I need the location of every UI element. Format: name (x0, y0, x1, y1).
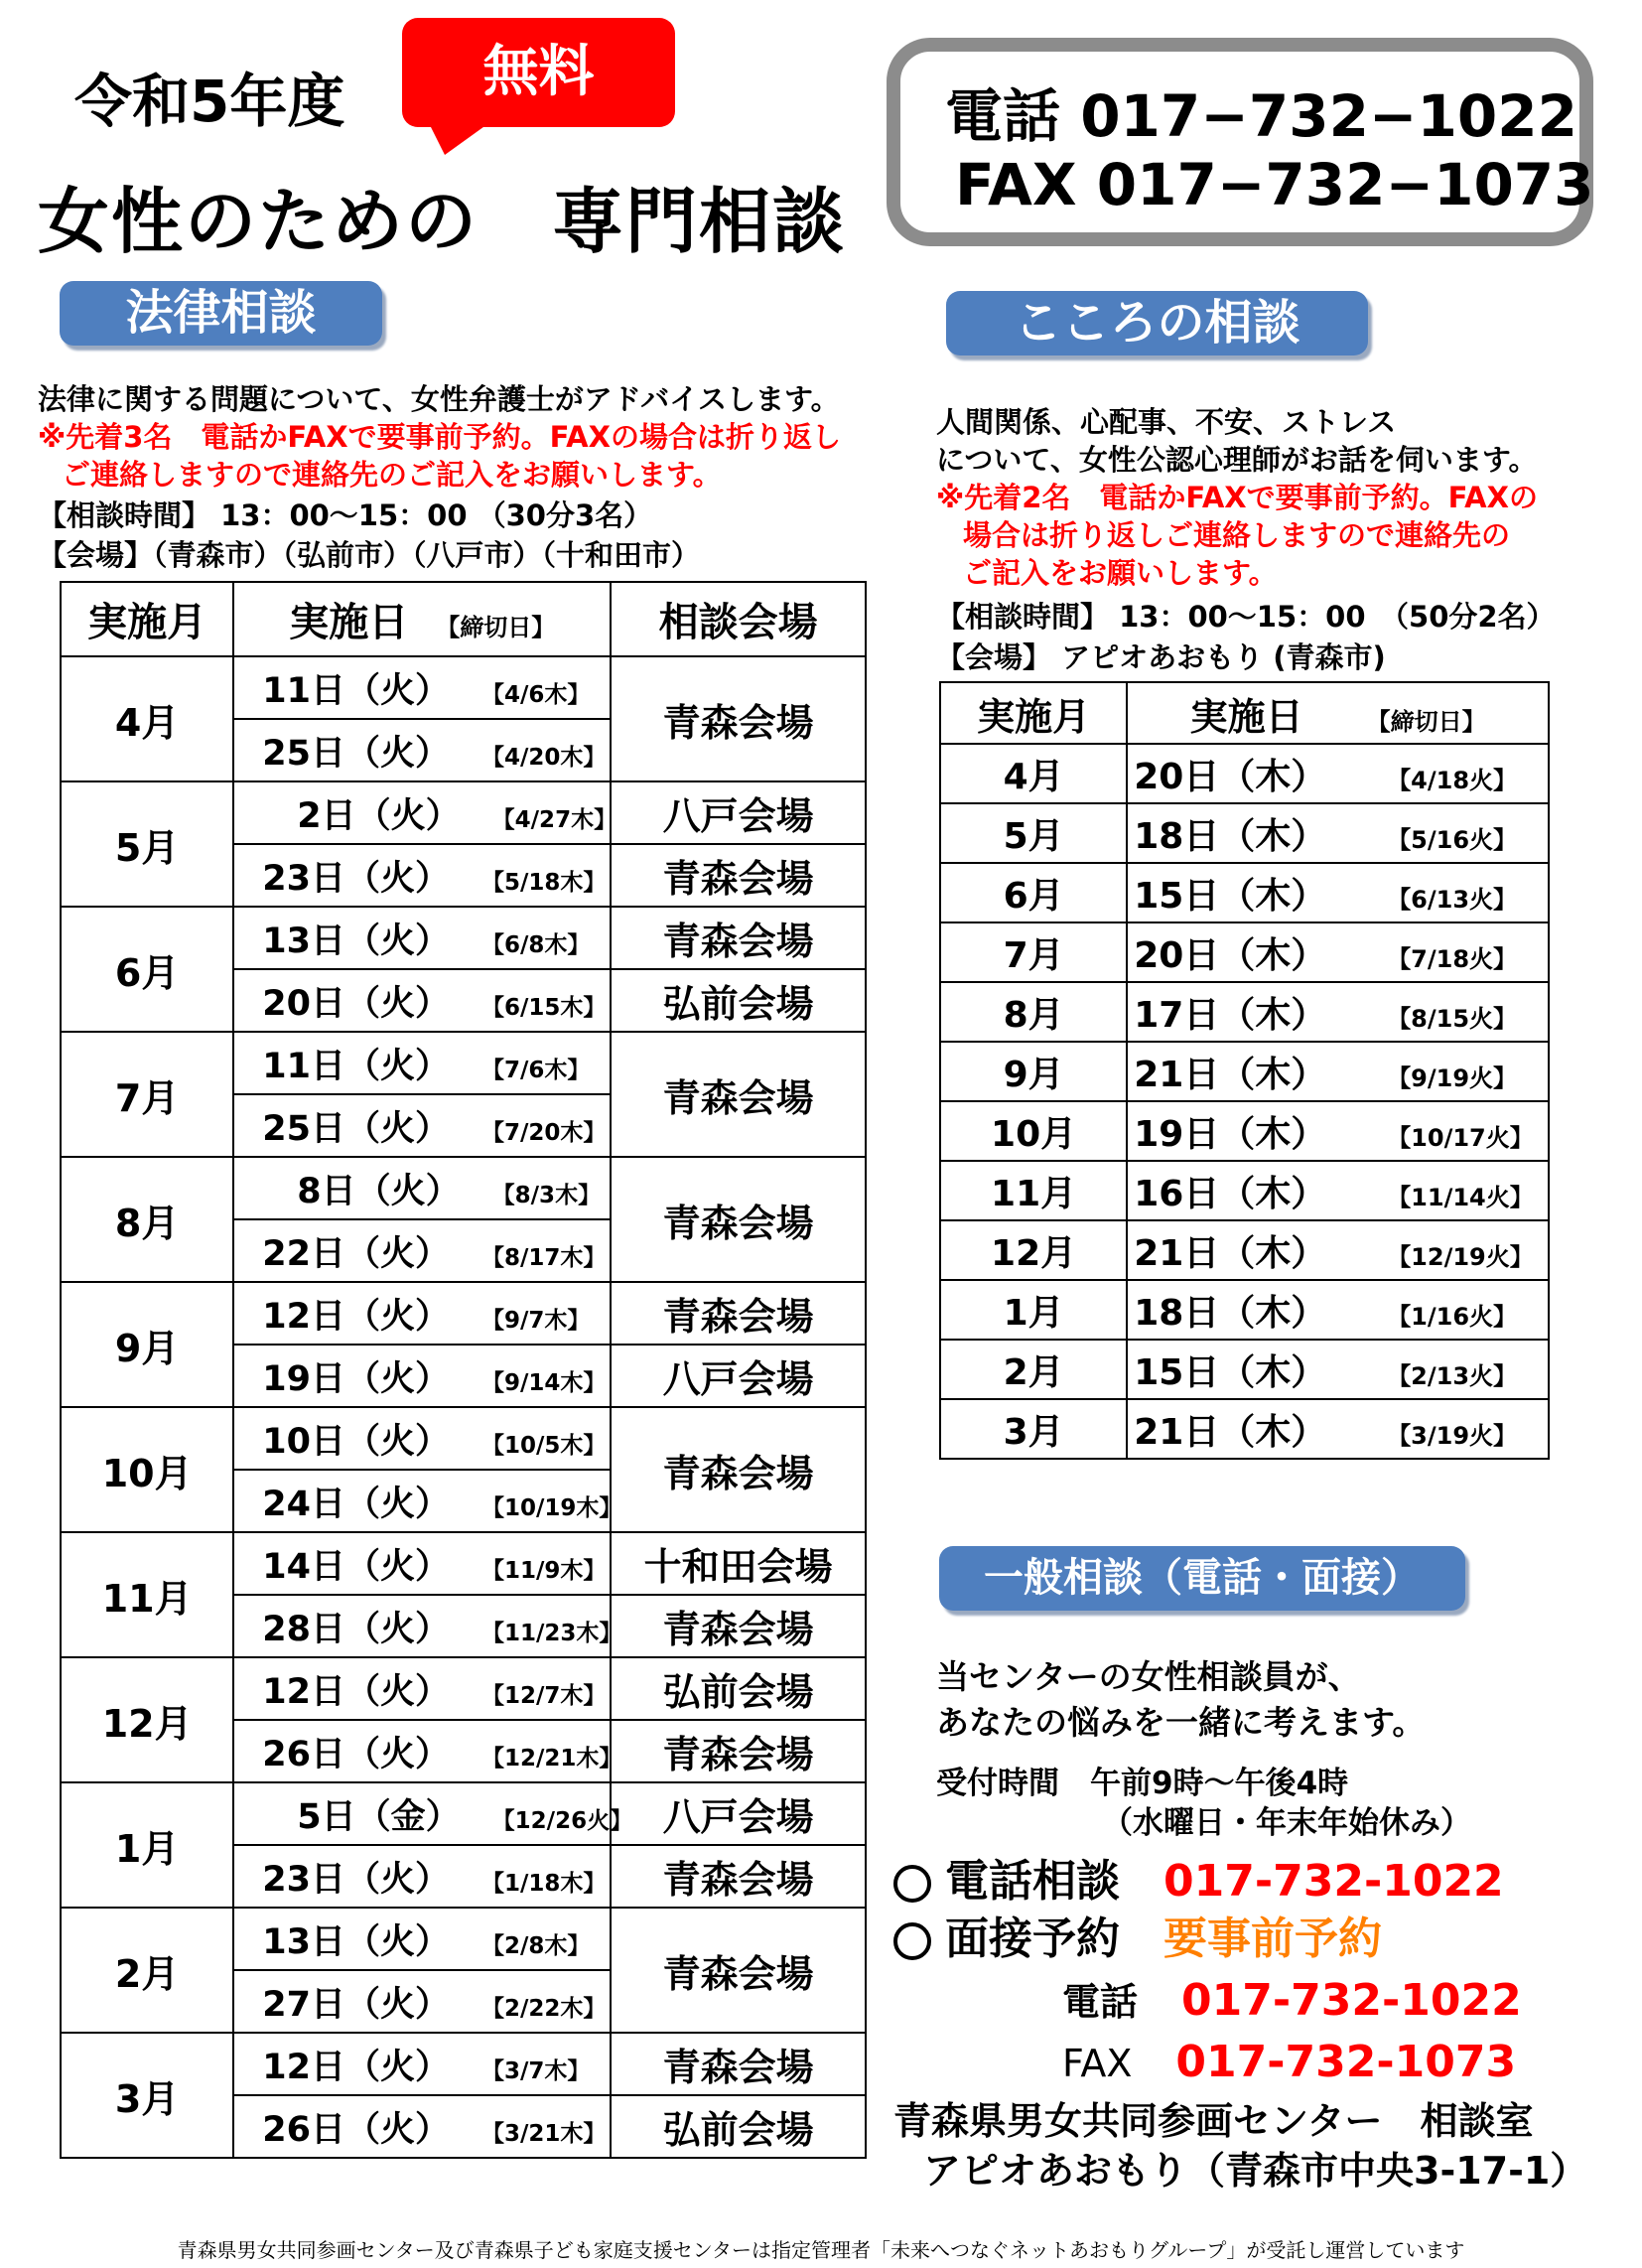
deadline-text: 【1/16火】 (1387, 1302, 1518, 1331)
date-cell (1127, 863, 1549, 922)
venue-cell: 八戸会場 (611, 1345, 866, 1407)
table-row (940, 744, 1549, 803)
free-badge-tail (427, 119, 494, 155)
date-text: 23日（火） (262, 1859, 451, 1900)
venue-cell: 八戸会場 (611, 781, 866, 844)
table-row (940, 1042, 1549, 1101)
deadline-text: 【9/19火】 (1387, 1063, 1518, 1092)
month-cell: 12月 (61, 1657, 233, 1782)
legal-schedule-table (60, 581, 867, 2159)
year-label: 令和5年度 (74, 68, 345, 135)
date-text: 19日（木） (1134, 1113, 1327, 1155)
month-cell: 3月 (61, 2033, 233, 2158)
deadline-text: 【10/5木】 (481, 1432, 607, 1459)
table-row (940, 1161, 1549, 1220)
table-row (61, 1908, 866, 1970)
date-text: 19日（火） (262, 1358, 451, 1399)
general-line-1: 当センターの女性相談員が、 (936, 1657, 1361, 1696)
table-row (61, 1157, 866, 1219)
deadline-text: 【12/19火】 (1387, 1242, 1534, 1271)
date-cell (233, 2095, 611, 2158)
deadline-text: 【5/16火】 (1387, 825, 1518, 854)
deadline-text: 【2/8木】 (481, 1932, 591, 1959)
date-cell (1127, 1220, 1549, 1280)
deadline-text: 【4/20木】 (481, 744, 607, 771)
legal-section-header: 法律相談 (60, 281, 382, 346)
deadline-text: 【7/20木】 (481, 1119, 607, 1146)
date-text: 22日（火） (262, 1233, 451, 1274)
date-cell (1127, 1280, 1549, 1340)
date-text: 28日（火） (262, 1609, 451, 1649)
visit-reserve-label: 面接予約 (945, 1914, 1120, 1964)
table-row (61, 656, 866, 719)
table-row (940, 1340, 1549, 1399)
date-text: 25日（火） (262, 733, 451, 774)
table-row (61, 1532, 866, 1595)
date-cell (1127, 803, 1549, 863)
month-cell: 1月 (940, 1280, 1127, 1340)
date-cell (233, 719, 611, 781)
date-cell (233, 2033, 611, 2095)
date-text: 11日（火） (262, 1046, 451, 1086)
month-cell: 7月 (940, 922, 1127, 982)
date-cell (233, 1908, 611, 1970)
venue-cell: 青森会場 (611, 1282, 866, 1345)
month-cell: 3月 (940, 1399, 1127, 1459)
table-row (940, 1280, 1549, 1340)
date-text: 11日（火） (262, 670, 451, 711)
visit-reserve-note: 要事前予約 (1163, 1914, 1382, 1964)
deadline-text: 【4/6木】 (481, 681, 591, 708)
venue-cell: 青森会場 (611, 1595, 866, 1657)
date-text: 20日（木） (1134, 934, 1327, 976)
venue-cell: 青森会場 (611, 1157, 866, 1282)
legal-intro: 法律に関する問題について、女性弁護士がアドバイスします。 (38, 382, 840, 416)
date-cell (1127, 1161, 1549, 1220)
date-cell (233, 1345, 611, 1407)
month-cell: 4月 (940, 744, 1127, 803)
date-text: 21日（木） (1134, 1411, 1327, 1453)
fax-label: FAX (1062, 2042, 1133, 2085)
contact-phone: 電話 017−732−1022 (945, 82, 1577, 150)
date-cell (233, 1407, 611, 1470)
tel-number[interactable]: 017-732-1022 (1181, 1975, 1522, 2026)
deadline-text: 【12/21木】 (481, 1745, 622, 1772)
col-deadline: 【締切日】 (448, 614, 556, 641)
date-cell (233, 1720, 622, 1782)
month-cell: 6月 (940, 863, 1127, 922)
venue-cell: 弘前会場 (611, 2095, 866, 2158)
deadline-text: 【5/18木】 (481, 869, 607, 896)
date-text: 21日（木） (1134, 1232, 1327, 1274)
venue-cell: 青森会場 (611, 1908, 866, 2033)
table-row (61, 1407, 866, 1470)
date-cell (1127, 922, 1549, 982)
date-cell (233, 656, 611, 719)
date-cell (233, 1157, 611, 1219)
free-badge: 無料 (402, 18, 675, 127)
date-text: 13日（火） (262, 921, 451, 961)
venue-cell: 青森会場 (611, 1720, 866, 1782)
org-name: 青森県男女共同参画センター 相談室 (893, 2099, 1534, 2143)
deadline-text: 【4/27木】 (491, 806, 617, 833)
date-cell (1127, 1340, 1549, 1399)
date-text: 18日（木） (1134, 815, 1327, 857)
date-text: 12日（火） (262, 1671, 451, 1712)
heart-col-date (1127, 682, 1549, 744)
deadline-text: 【10/17火】 (1387, 1123, 1534, 1152)
month-cell: 11月 (61, 1532, 233, 1657)
table-row (940, 1220, 1549, 1280)
date-text: 14日（火） (262, 1546, 451, 1587)
table-row (940, 803, 1549, 863)
deadline-text: 【3/7木】 (481, 2057, 591, 2084)
month-cell: 9月 (940, 1042, 1127, 1101)
table-row (940, 1399, 1549, 1459)
date-text: 23日（火） (262, 858, 451, 899)
deadline-text: 【9/7木】 (481, 1307, 591, 1334)
date-cell (1127, 1042, 1549, 1101)
deadline-text: 【6/8木】 (481, 931, 591, 958)
date-text: 21日（木） (1134, 1054, 1327, 1095)
col-date (233, 582, 611, 656)
table-row (61, 1782, 866, 1845)
date-text: 25日（火） (262, 1108, 451, 1149)
date-cell (233, 1845, 611, 1908)
deadline-text: 【11/23木】 (481, 1620, 622, 1646)
month-cell: 10月 (940, 1101, 1127, 1161)
legal-note-1: ※先着3名 電話かFAXで要事前予約。FAXの場合は折り返し (38, 420, 841, 454)
date-cell (1127, 1101, 1549, 1161)
date-text: 18日（木） (1134, 1292, 1327, 1334)
deadline-text: 【2/22木】 (481, 1995, 607, 2022)
date-text: 16日（木） (1134, 1173, 1327, 1214)
date-cell (233, 1032, 611, 1094)
venue-cell: 弘前会場 (611, 969, 866, 1032)
month-cell: 9月 (61, 1282, 233, 1407)
heart-intro-2: について、女性公認心理師がお話を伺います。 (936, 443, 1538, 477)
venue-cell: 十和田会場 (611, 1532, 866, 1595)
month-cell: 2月 (940, 1340, 1127, 1399)
date-cell (233, 1782, 633, 1845)
date-cell (233, 969, 611, 1032)
month-cell: 8月 (940, 982, 1127, 1042)
date-text: 27日（火） (262, 1984, 451, 2025)
heart-note-1: ※先着2名 電話かFAXで要事前予約。FAXの (936, 481, 1538, 514)
circle-icon (893, 1922, 931, 1960)
date-text: 2日（火） (262, 795, 461, 836)
month-cell: 11月 (940, 1161, 1127, 1220)
venue-cell: 青森会場 (611, 1845, 866, 1908)
date-text: 20日（火） (262, 983, 451, 1024)
month-cell: 4月 (61, 656, 233, 781)
table-row (61, 1282, 866, 1345)
heart-col-date-label: 実施日 (1189, 694, 1303, 739)
deadline-text: 【12/7木】 (481, 1682, 607, 1709)
date-cell (233, 1282, 611, 1345)
table-row (940, 1101, 1549, 1161)
col-date-label: 実施日 (289, 600, 409, 645)
month-cell: 1月 (61, 1782, 233, 1908)
deadline-text: 【8/15火】 (1387, 1004, 1518, 1033)
date-text: 26日（火） (262, 2109, 451, 2150)
general-line-2: あなたの悩みを一緒に考えます。 (936, 1703, 1426, 1742)
deadline-text: 【7/6木】 (481, 1057, 591, 1083)
date-text: 5日（金） (262, 1796, 461, 1837)
date-text: 17日（木） (1134, 994, 1327, 1036)
deadline-text: 【8/17木】 (481, 1244, 607, 1271)
phone-consult-number[interactable]: 017-732-1022 (1163, 1856, 1504, 1907)
col-month: 実施月 (61, 582, 233, 656)
visit-reserve-line (893, 1903, 1382, 1966)
tel-line (1062, 1964, 1522, 2028)
org-address: アピオあおもり（青森市中央3-17-1） (923, 2149, 1588, 2193)
month-cell: 5月 (61, 781, 233, 907)
month-cell: 5月 (940, 803, 1127, 863)
venue-cell: 八戸会場 (611, 1782, 866, 1845)
phone-consult-line (893, 1845, 1504, 1909)
deadline-text: 【2/13火】 (1387, 1361, 1518, 1390)
venue-cell: 弘前会場 (611, 1657, 866, 1720)
date-cell (233, 1219, 611, 1282)
date-text: 10日（火） (262, 1421, 451, 1462)
date-cell (233, 781, 617, 844)
table-row (940, 863, 1549, 922)
heart-col-month: 実施月 (940, 682, 1127, 744)
heart-intro-1: 人間関係、心配事、不安、ストレス (936, 405, 1397, 439)
date-cell (233, 1470, 622, 1532)
venue-cell: 青森会場 (611, 907, 866, 969)
venue-cell: 青森会場 (611, 2033, 866, 2095)
fax-number[interactable]: 017-732-1073 (1175, 2037, 1517, 2087)
deadline-text: 【3/19火】 (1387, 1421, 1518, 1450)
date-cell (1127, 1399, 1549, 1459)
heart-time: 【相談時間】 13：00〜15：00 （50分2名） (936, 600, 1556, 634)
month-cell: 2月 (61, 1908, 233, 2033)
col-venue: 相談会場 (611, 582, 866, 656)
tel-label: 電話 (1062, 1980, 1139, 2024)
heart-table-body (940, 744, 1549, 1459)
deadline-text: 【7/18火】 (1387, 944, 1518, 973)
deadline-text: 【12/26火】 (491, 1807, 633, 1834)
table-row (61, 1032, 866, 1094)
deadline-text: 【6/13火】 (1387, 885, 1518, 914)
date-text: 13日（火） (262, 1921, 451, 1962)
general-hours: 受付時間 午前9時〜午後4時 (936, 1766, 1349, 1801)
legal-note-2: ご連絡しますので連絡先のご記入をお願いします。 (62, 458, 722, 492)
month-cell: 10月 (61, 1407, 233, 1532)
date-cell (233, 1970, 611, 2033)
heart-note-2: 場合は折り返しご連絡しますので連絡先の (963, 518, 1511, 552)
date-cell (233, 1532, 611, 1595)
date-text: 24日（火） (262, 1484, 451, 1524)
date-cell (233, 1657, 611, 1720)
heart-col-deadline: 【締切日】 (1378, 707, 1486, 736)
deadline-text: 【1/18木】 (481, 1870, 607, 1897)
page-title: 女性のための 専門相談 (38, 180, 847, 263)
table-row (61, 781, 866, 844)
date-text: 15日（木） (1134, 875, 1327, 917)
date-cell (1127, 982, 1549, 1042)
legal-venues: 【会場】（青森市）（弘前市）（八戸市）（十和田市） (38, 538, 701, 572)
month-cell: 8月 (61, 1157, 233, 1282)
date-cell (233, 907, 611, 969)
deadline-text: 【3/21木】 (481, 2120, 607, 2147)
table-row (940, 922, 1549, 982)
date-text: 8日（火） (262, 1171, 461, 1211)
fax-line (1062, 2026, 1516, 2089)
footer-note: 青森県男女共同参画センター及び青森県子ども家庭支援センターは指定管理者「未来へつなぐネットあおもりグループ」が受託し運営しています (177, 2238, 1465, 2262)
table-row (61, 2033, 866, 2095)
deadline-text: 【6/15木】 (481, 994, 607, 1021)
heart-note-3: ご記入をお願いします。 (963, 556, 1278, 590)
deadline-text: 【11/9木】 (481, 1557, 607, 1584)
month-cell: 12月 (940, 1220, 1127, 1280)
date-text: 12日（火） (262, 2047, 451, 2087)
heart-section-header: こころの相談 (946, 291, 1368, 355)
venue-cell: 青森会場 (611, 1032, 866, 1157)
date-text: 20日（木） (1134, 756, 1327, 797)
general-closed: （水曜日・年末年始休み） (1102, 1805, 1471, 1841)
table-row (61, 907, 866, 969)
month-cell: 7月 (61, 1032, 233, 1157)
date-text: 26日（火） (262, 1734, 451, 1774)
general-section-header: 一般相談（電話・面接） (939, 1546, 1465, 1611)
venue-cell: 青森会場 (611, 844, 866, 907)
month-cell: 6月 (61, 907, 233, 1032)
legal-time: 【相談時間】 13：00〜15：00 （30分3名） (38, 498, 653, 532)
date-text: 15日（木） (1134, 1351, 1327, 1393)
date-cell (233, 844, 611, 907)
heart-venue: 【会場】 アピオあおもり (青森市) (936, 640, 1386, 674)
deadline-text: 【9/14木】 (481, 1369, 607, 1396)
venue-cell: 青森会場 (611, 656, 866, 781)
deadline-text: 【10/19木】 (481, 1494, 622, 1521)
table-row (940, 982, 1549, 1042)
date-cell (233, 1094, 611, 1157)
phone-consult-label: 電話相談 (945, 1856, 1120, 1907)
date-cell (1127, 744, 1549, 803)
table-row (61, 1657, 866, 1720)
heart-schedule-table (939, 681, 1550, 1460)
deadline-text: 【4/18火】 (1387, 766, 1518, 794)
deadline-text: 【11/14火】 (1387, 1183, 1534, 1211)
venue-cell: 青森会場 (611, 1407, 866, 1532)
date-cell (233, 1595, 622, 1657)
legal-table-body (61, 656, 866, 2158)
contact-box (887, 38, 1593, 246)
contact-fax: FAX 017−732−1073 (955, 151, 1594, 218)
date-text: 12日（火） (262, 1296, 451, 1337)
circle-icon (893, 1865, 931, 1903)
deadline-text: 【8/3木】 (491, 1182, 602, 1208)
